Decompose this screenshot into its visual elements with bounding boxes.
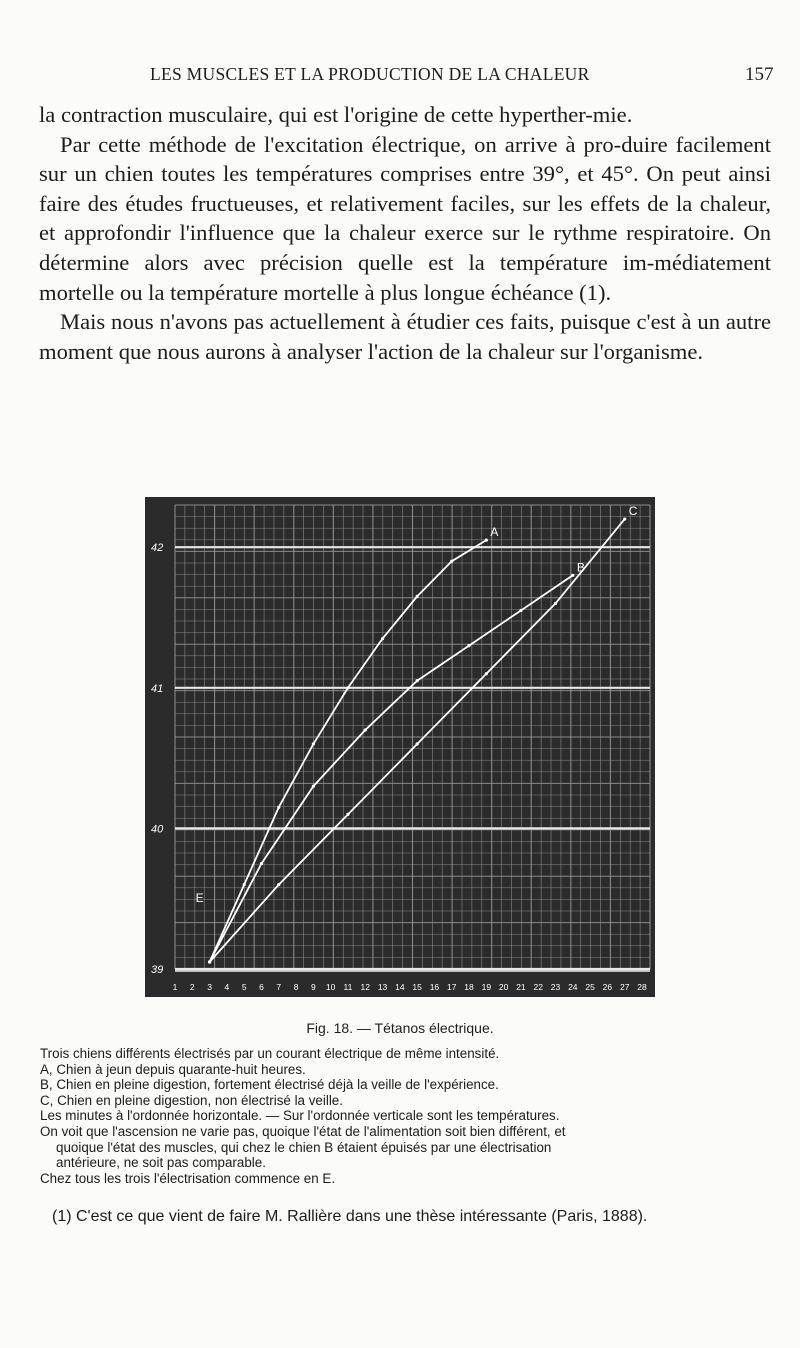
- data-point-c: [623, 517, 626, 520]
- data-point-c: [416, 742, 419, 745]
- x-tick-label: 3: [207, 982, 212, 992]
- data-point-c: [208, 960, 211, 963]
- x-tick-label: 19: [481, 982, 492, 992]
- running-header: [0, 64, 800, 94]
- data-point-b: [260, 862, 263, 865]
- data-point-c: [485, 672, 488, 675]
- data-point-a: [450, 560, 453, 563]
- caption-line: On voit que l'ascension ne varie pas, quoique l'état de l'alimentation soit bien différent, et: [40, 1123, 566, 1139]
- data-point-c: [346, 813, 349, 816]
- x-tick-label: 7: [276, 982, 282, 992]
- footnote: (1) C'est ce que vient de faire M. Rallière dans une thèse intéressante (Paris, 1888).: [52, 1208, 648, 1225]
- figure-caption: [40, 1046, 770, 1186]
- data-point-a: [243, 883, 246, 886]
- data-point-a: [416, 595, 419, 598]
- y-tick-label: 42: [151, 542, 164, 555]
- caption-line: quoique l'état des muscles, qui chez le chien B étaient épuisés par une électrisation: [56, 1139, 552, 1155]
- x-tick-label: 26: [602, 982, 613, 992]
- caption-line: A, Chien à jeun depuis quarante-huit heures.: [40, 1061, 306, 1077]
- figure-caption-title: Fig. 18. — Tétanos électrique.: [306, 1020, 494, 1036]
- x-tick-label: 13: [377, 982, 388, 992]
- x-tick-label: 14: [395, 982, 405, 992]
- data-point-b: [519, 609, 522, 612]
- data-point-c: [277, 883, 280, 886]
- paragraph-2: Par cette méthode de l'excitation électrique, on arrive à pro-duire facilement sur un chien toutes les températures comprises entre 39°, et 45°. On peut ainsi faire des études fructueuses, et relativement faciles, sur les effets de la chaleur, et approfondir l'influence que la chaleur exerce sur le rythme respiratoire. On détermine alors avec précision quelle est la température im-médiatement mortelle ou la température mortelle à plus longue échéance (1).: [39, 131, 771, 305]
- data-point-c: [554, 602, 557, 605]
- start-marker-label: E: [195, 890, 204, 905]
- data-point-b: [312, 785, 315, 788]
- x-tick-label: 18: [464, 982, 474, 992]
- x-tick-label: 10: [325, 982, 336, 992]
- y-tick-label: 40: [151, 823, 164, 836]
- x-tick-label: 25: [585, 982, 595, 992]
- y-tick-label: 41: [151, 682, 164, 695]
- series-label-b: B: [576, 560, 585, 575]
- x-tick-label: 27: [619, 982, 630, 992]
- x-tick-label: 23: [550, 982, 561, 992]
- x-tick-label: 4: [224, 982, 230, 992]
- data-point-b: [571, 574, 574, 577]
- x-tick-label: 20: [498, 982, 509, 992]
- data-point-a: [346, 686, 349, 689]
- data-point-a: [277, 806, 280, 809]
- x-tick-label: 15: [412, 982, 422, 992]
- caption-line: Les minutes à l'ordonnée horizontale. — Sur l'ordonnée verticale sont les températures.: [40, 1108, 560, 1124]
- x-tick-label: 6: [259, 982, 264, 992]
- data-point-a: [381, 637, 384, 640]
- x-tick-label: 11: [343, 982, 353, 992]
- data-point-a: [485, 539, 488, 542]
- x-tick-label: 1: [172, 982, 178, 992]
- x-tick-label: 17: [447, 982, 457, 992]
- paragraph-1: la contraction musculaire, qui est l'origine de cette hyperther-mie.: [39, 102, 633, 127]
- data-point-b: [416, 679, 419, 682]
- figure-temperature-chart: [145, 497, 655, 1002]
- x-tick-label: 8: [293, 982, 299, 992]
- x-tick-label: 28: [637, 982, 647, 992]
- x-tick-label: 24: [568, 982, 578, 992]
- caption-line: Chez tous les trois l'électrisation commence en E.: [40, 1170, 336, 1186]
- running-title: LES MUSCLES ET LA PRODUCTION DE LA CHALEUR: [150, 64, 590, 84]
- data-point-b: [467, 644, 470, 647]
- paragraph-3: Mais nous n'avons pas actuellement à étudier ces faits, puisque c'est à un autre moment que nous aurons à analyser l'action de la chaleur sur l'organisme.: [39, 309, 771, 364]
- x-tick-label: 12: [360, 982, 370, 992]
- y-tick-label: 39: [151, 964, 164, 976]
- x-tick-label: 16: [429, 982, 440, 992]
- caption-line: antérieure, ne soit pas comparable.: [56, 1155, 266, 1171]
- caption-line: C, Chien en pleine digestion, non électrisé la veille.: [40, 1092, 343, 1108]
- x-tick-label: 2: [189, 982, 195, 992]
- x-tick-label: 5: [241, 982, 247, 992]
- page-number: 157: [745, 64, 774, 85]
- caption-line: B, Chien en pleine digestion, fortement électrisé déjà la veille de l'expérience.: [40, 1077, 499, 1093]
- caption-line: Trois chiens différents électrisés par un courant électrique de même intensité.: [40, 1046, 500, 1061]
- body-text: [39, 100, 771, 366]
- x-tick-label: 22: [533, 982, 543, 992]
- data-point-a: [312, 742, 315, 745]
- x-tick-label: 9: [311, 982, 316, 992]
- data-point-b: [364, 728, 367, 731]
- series-label-a: A: [490, 525, 499, 540]
- chart-svg: [145, 497, 655, 1002]
- x-tick-label: 21: [516, 982, 526, 992]
- series-label-c: C: [628, 504, 638, 519]
